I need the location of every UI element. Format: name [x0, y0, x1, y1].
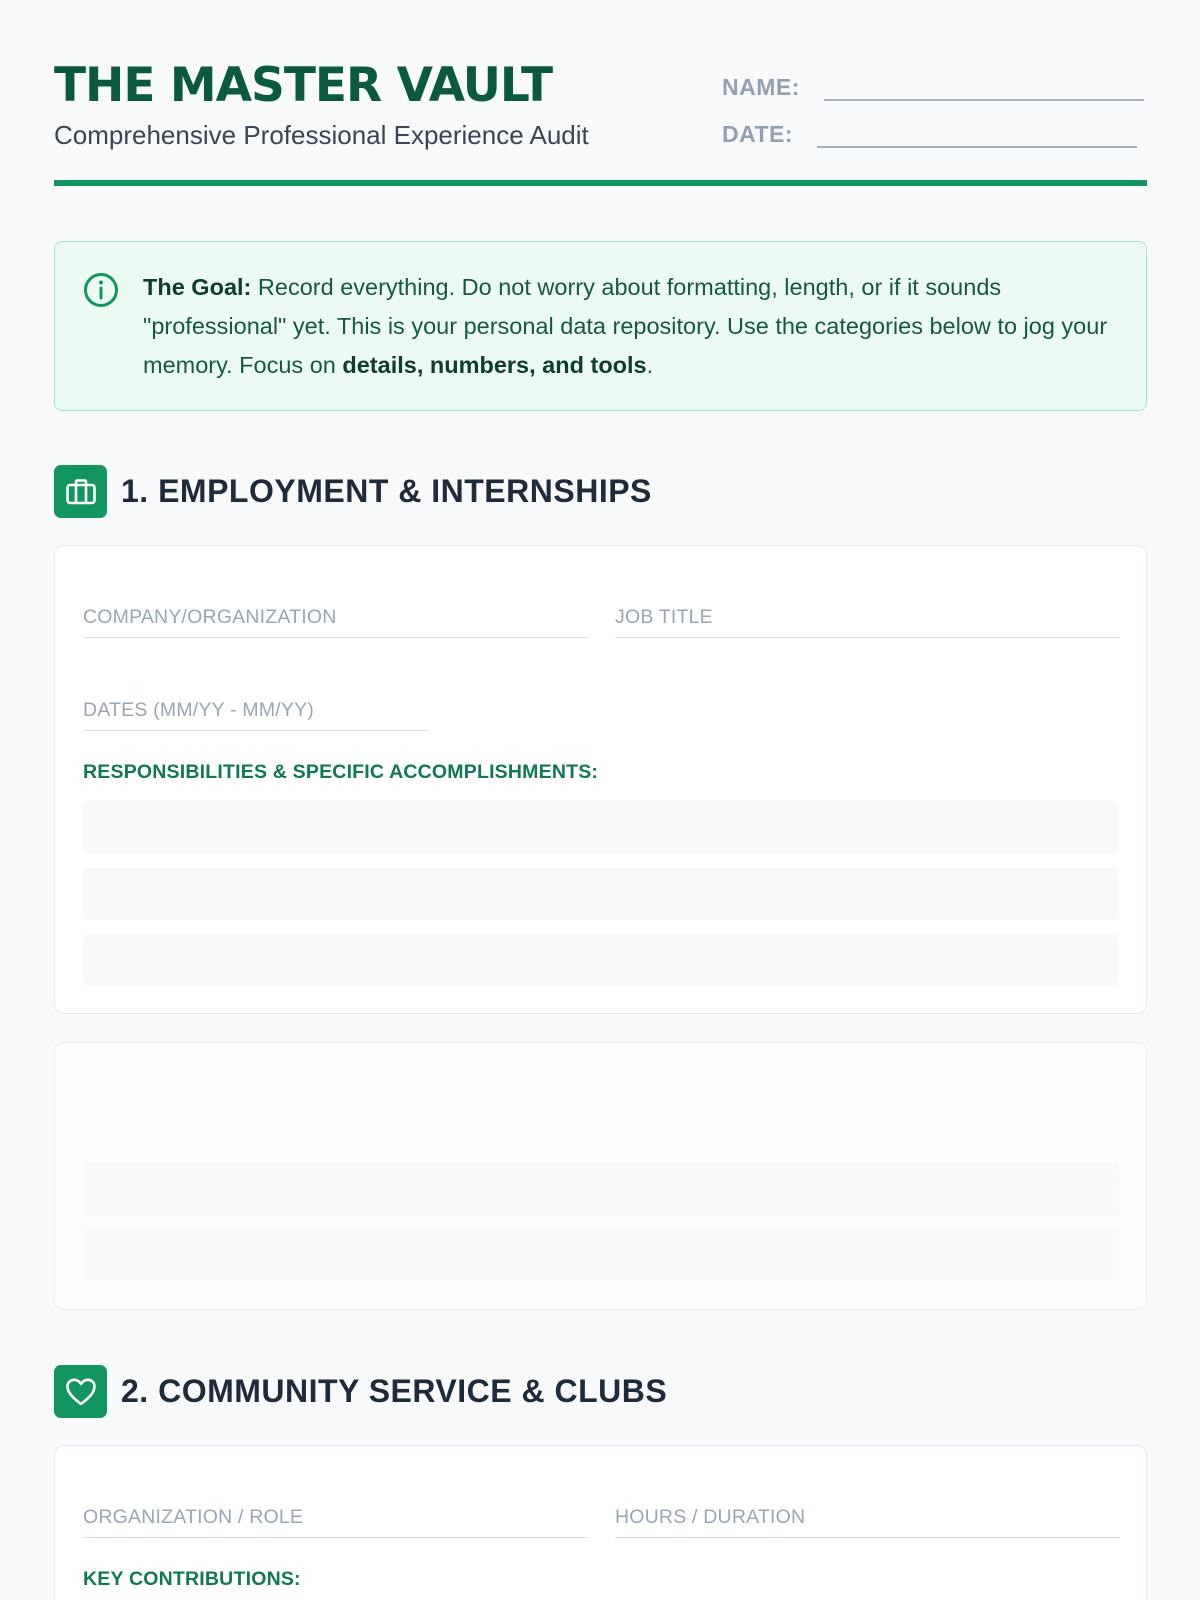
- responsibility-line[interactable]: [83, 934, 1119, 986]
- date-label: DATE:: [722, 121, 794, 147]
- job-title-field[interactable]: JOB TITLE: [615, 606, 1120, 638]
- org-role-field[interactable]: ORGANIZATION / ROLE: [83, 1506, 588, 1538]
- header: [54, 0, 1147, 186]
- goal-end: .: [646, 352, 654, 378]
- community-entry-card: [54, 1445, 1147, 1600]
- heart-icon: [54, 1365, 107, 1418]
- name-field[interactable]: [824, 75, 1144, 101]
- section-community-header: [54, 1365, 667, 1418]
- contributions-label: KEY CONTRIBUTIONS:: [83, 1568, 301, 1590]
- section-employment-header: [54, 465, 652, 518]
- briefcase-icon: [54, 465, 107, 518]
- goal-lead: The Goal:: [143, 274, 252, 300]
- section-community-title: 2. COMMUNITY SERVICE & CLUBS: [121, 1373, 668, 1409]
- info-icon: [83, 272, 119, 308]
- section-employment-title: 1. EMPLOYMENT & INTERNSHIPS: [121, 473, 652, 509]
- page-subtitle: Comprehensive Professional Experience Audit: [54, 120, 589, 150]
- responsibility-line[interactable]: [83, 1229, 1119, 1281]
- name-row: [722, 74, 1144, 101]
- goal-callout: [54, 241, 1147, 411]
- dates-field[interactable]: DATES (MM/YY - MM/YY): [83, 699, 428, 731]
- goal-text: [143, 268, 1123, 385]
- hours-field[interactable]: HOURS / DURATION: [615, 1506, 1120, 1538]
- page-title: THE MASTER VAULT: [54, 58, 553, 113]
- responsibility-line[interactable]: [83, 1163, 1119, 1215]
- employment-entry-card-blank: [54, 1042, 1147, 1310]
- goal-body: Record everything. Do not worry about formatting, length, or if it sounds "professional" yet. This is your personal data repository. Use the categories below to jog your memory. Focus on: [143, 274, 1108, 378]
- employment-entry-card: [54, 545, 1147, 1014]
- responsibility-line[interactable]: [83, 868, 1119, 920]
- company-field[interactable]: COMPANY/ORGANIZATION: [83, 606, 588, 638]
- worksheet-page: [54, 0, 1147, 1590]
- responsibility-line[interactable]: [83, 801, 1119, 853]
- responsibilities-label: RESPONSIBILITIES & SPECIFIC ACCOMPLISHMENTS:: [83, 761, 599, 783]
- name-label: NAME:: [722, 74, 800, 100]
- header-divider: [54, 180, 1147, 186]
- date-field[interactable]: [817, 122, 1137, 148]
- date-row: [722, 121, 1137, 148]
- goal-emphasis: details, numbers, and tools: [342, 352, 647, 378]
